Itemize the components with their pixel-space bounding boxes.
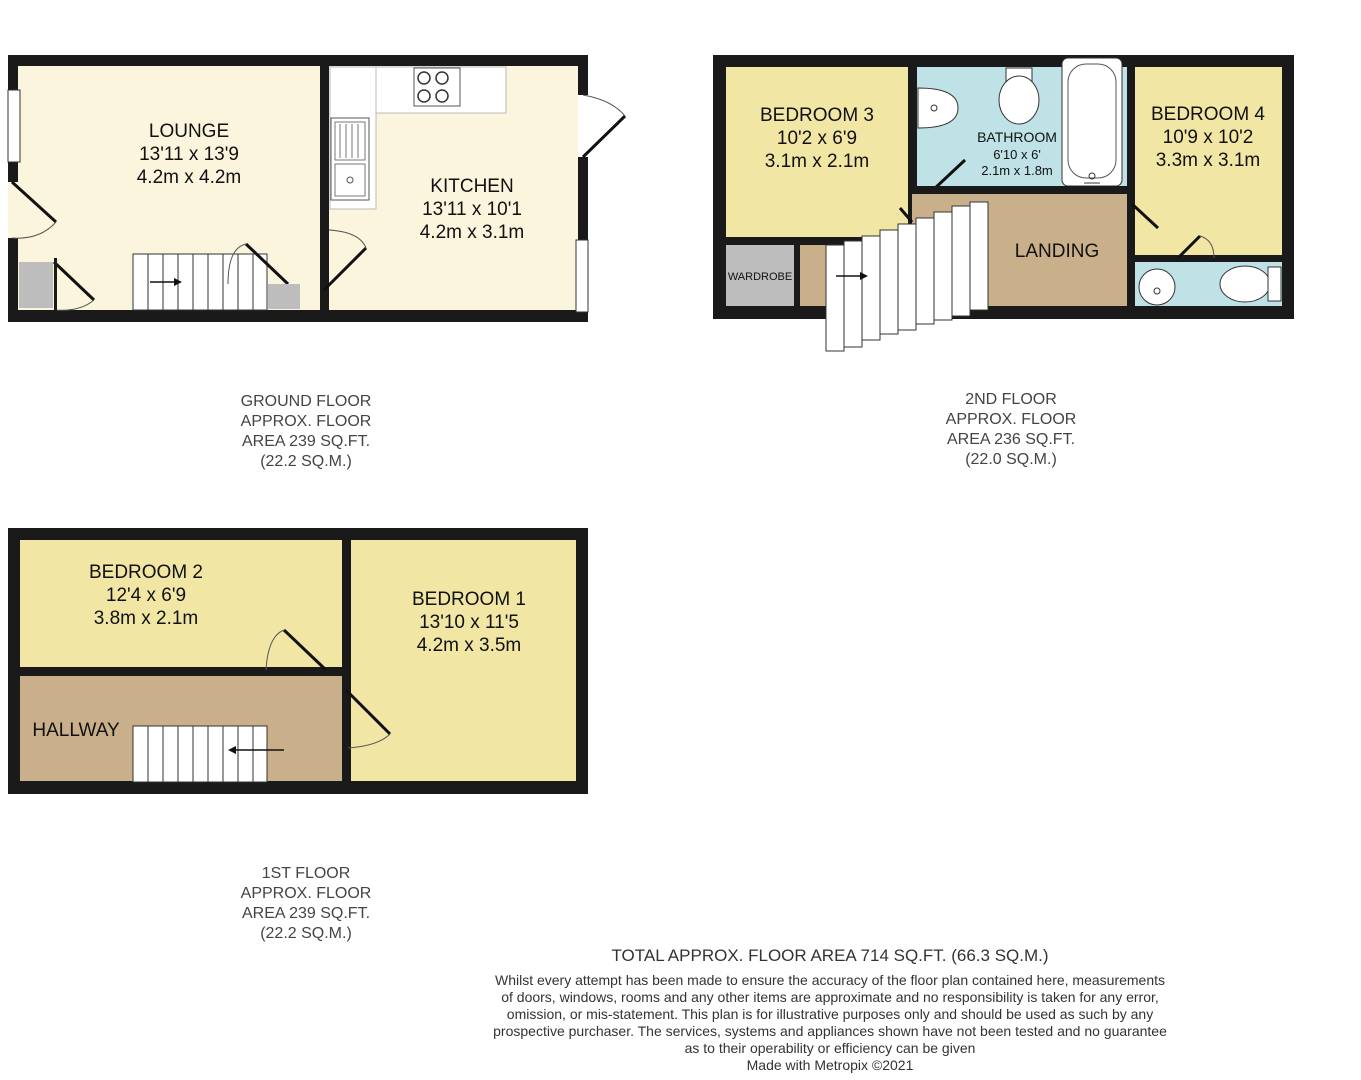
caption-line: (22.2 SQ.M.) (260, 925, 352, 942)
kitchen-sink-icon (331, 118, 369, 200)
first-floor-stairs (133, 726, 284, 782)
lounge-imperial: 13'11 x 13'9 (139, 144, 239, 165)
caption-line: APPROX. FLOOR (240, 885, 372, 902)
kitchen-imperial: 13'11 x 10'1 (422, 199, 522, 220)
caption-line: (22.0 SQ.M.) (965, 451, 1057, 468)
bedroom-4-metric: 3.3m x 3.1m (1155, 150, 1261, 171)
credit-line: Made with Metropix ©2021 (746, 1057, 914, 1073)
lounge-metric: 4.2m x 4.2m (136, 167, 242, 188)
ensuite-basin-icon (1139, 269, 1175, 305)
caption-line: APPROX. FLOOR (945, 411, 1077, 428)
bathroom-name: BATHROOM (977, 129, 1057, 145)
hallway-name: HALLWAY (32, 720, 120, 741)
total-floor-area: TOTAL APPROX. FLOOR AREA 714 SQ.FT. (66.3 SQ.M.) (611, 946, 1049, 965)
bathroom-metric: 2.1m x 1.8m (981, 163, 1053, 178)
landing-name: LANDING (1014, 241, 1100, 262)
bedroom-1-imperial: 13'10 x 11'5 (419, 612, 519, 633)
bedroom-3-imperial: 10'2 x 6'9 (776, 128, 858, 149)
caption-line: AREA 239 SQ.FT. (241, 905, 371, 922)
bedroom-1-metric: 4.2m x 3.5m (416, 635, 522, 656)
kitchen-name: KITCHEN (430, 176, 514, 197)
caption-line: 2ND FLOOR (965, 391, 1057, 408)
caption-line: 1ST FLOOR (261, 865, 351, 882)
ensuite-toilet-icon (1220, 266, 1281, 302)
bedroom-2-imperial: 12'4 x 6'9 (105, 585, 187, 606)
kitchen-metric: 4.2m x 3.1m (419, 222, 525, 243)
second-floor-caption (891, 390, 1131, 470)
bedroom-2-metric: 3.8m x 2.1m (93, 608, 199, 629)
bedroom-2-name: BEDROOM 2 (88, 562, 204, 583)
disclaimer (440, 972, 1220, 1074)
first-floor-caption (186, 864, 426, 944)
hob-icon (414, 68, 460, 106)
caption-line: (22.2 SQ.M.) (260, 453, 352, 470)
caption-line: AREA 236 SQ.FT. (946, 431, 1076, 448)
bedroom-1-name: BEDROOM 1 (411, 589, 527, 610)
lounge-name: LOUNGE (148, 121, 230, 142)
caption-line: GROUND FLOOR (240, 393, 372, 410)
ground-floor-plan (8, 55, 625, 322)
bedroom-4-name: BEDROOM 4 (1150, 104, 1266, 125)
wardrobe-name: WARDROBE (727, 271, 793, 283)
caption-line: APPROX. FLOOR (240, 413, 372, 430)
disclaimer-line: Whilst every attempt has been made to ensure the accuracy of the floor plan contained here, measurements (494, 972, 1166, 988)
disclaimer-line: of doors, windows, rooms and any other items are approximate and no responsibility is taken for any error, (501, 989, 1159, 1005)
ground-floor-stairs (133, 254, 267, 310)
bedroom-3-name: BEDROOM 3 (759, 105, 875, 126)
ground-floor-caption (186, 392, 426, 472)
bathroom-imperial: 6'10 x 6' (993, 147, 1041, 162)
second-floor-plan (713, 55, 1294, 351)
bedroom-1-room (351, 540, 576, 781)
disclaimer-line: as to their operability or efficiency can be given (684, 1040, 976, 1056)
disclaimer-line: omission, or mis-statement. This plan is for illustrative purposes only and should be used as such by any (506, 1006, 1154, 1022)
bedroom-3-metric: 3.1m x 2.1m (764, 151, 870, 172)
bath-icon (1062, 58, 1122, 186)
bedroom-4-imperial: 10'9 x 10'2 (1162, 127, 1254, 148)
caption-line: AREA 239 SQ.FT. (241, 433, 371, 450)
disclaimer-line: prospective purchaser. The services, systems and appliances shown have not been tested and no guarantee (493, 1023, 1167, 1039)
